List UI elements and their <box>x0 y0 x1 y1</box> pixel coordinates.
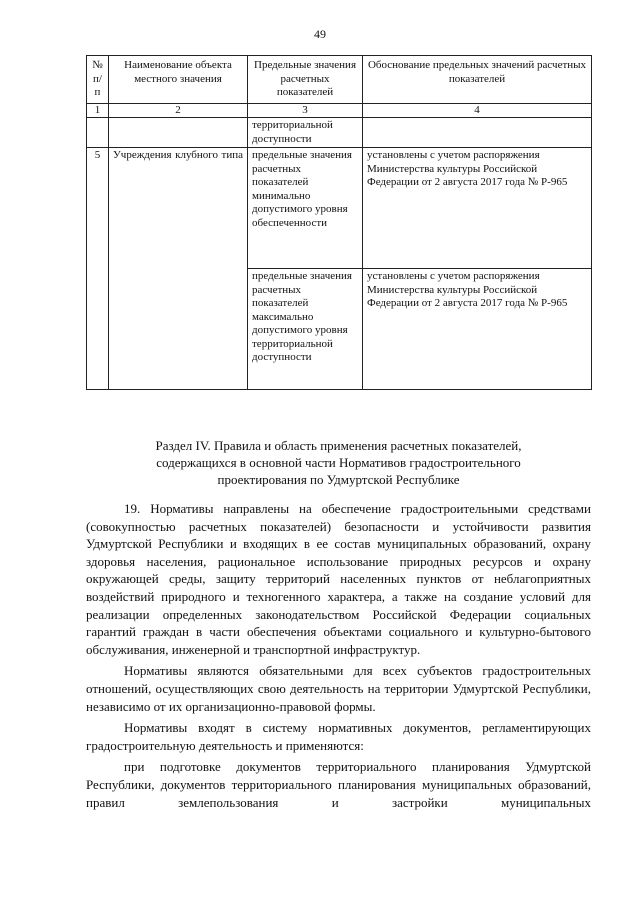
table-row-continuation <box>87 118 592 148</box>
paragraph: Нормативы входят в систему нормативных документов, регламентирующих градостроительную деятельность и применяются: <box>86 720 591 753</box>
section-heading <box>86 437 591 488</box>
column-number: 1 <box>87 103 109 118</box>
header-limit-values: Предельные значения расчетных показателей <box>248 56 363 104</box>
column-number: 3 <box>248 103 363 118</box>
table-header-row <box>87 56 592 104</box>
column-number-row <box>87 103 592 118</box>
object-name-cell: Учреждения клубного типа <box>109 148 248 390</box>
table-cell <box>109 118 248 148</box>
table-cell <box>363 118 592 148</box>
page-number: 49 <box>314 27 326 41</box>
norms-table <box>86 55 592 390</box>
section-heading-line: содержащихся в основной части Нормативов градостроительного <box>156 455 521 470</box>
justification-cell: установлены с учетом распоряжения Министерства культуры Российской Федерации от 2 августа 2017 года № Р-965 <box>363 269 592 390</box>
table-cell <box>87 118 109 148</box>
paragraph: Нормативы являются обязательными для всех субъектов градостроительных отношений, осуществляющих свою деятельность на территории Удмуртской Республики, независимо от их организационно-правовой формы. <box>86 663 591 714</box>
paragraph: 19. Нормативы направлены на обеспечение градостроительными средствами (совокупностью расчетных показателей) безопасности и устойчивости развития Удмуртской Республики и входящих в ее состав муниципальных образований, охрану здоровья населения, рациональное использование природных ресурсов и охрану окружающей среды, защиту территорий населенных пунктов от неблагоприятных воздействий природного и техногенного характера, а также на создание условий для реализации определенных законодательством Российской Федерации социальных гарантий граждан в части обеспечения объектами социального и культурно-бытового обслуживания, инженерной и транспортной инфраструктур. <box>86 501 591 657</box>
header-num: № п/п <box>87 56 109 104</box>
column-number: 4 <box>363 103 592 118</box>
paragraph: при подготовке документов территориального планирования Удмуртской Республики, документов территориального планирования муниципальных образований, правил землепользования и застройки муниципальных <box>86 759 591 810</box>
header-justification: Обоснование предельных значений расчетных показателей <box>363 56 592 104</box>
section-heading-line: Раздел IV. Правила и область применения расчетных показателей, <box>155 438 522 453</box>
body-text <box>86 500 591 815</box>
table-row <box>87 148 592 269</box>
header-object-name: Наименование объекта местного значения <box>109 56 248 104</box>
limit-value-cell: предельные значения расчетных показателей максимально допустимого уровня территориальной доступности <box>248 269 363 390</box>
limit-value-cell: предельные значения расчетных показателей минимально допустимого уровня обеспеченности <box>248 148 363 269</box>
section-heading-line: проектирования по Удмуртской Республике <box>217 472 460 487</box>
continuation-cell: территориальной доступности <box>248 118 363 148</box>
row-number: 5 <box>87 148 109 390</box>
justification-cell: установлены с учетом распоряжения Министерства культуры Российской Федерации от 2 августа 2017 года № Р-965 <box>363 148 592 269</box>
column-number: 2 <box>109 103 248 118</box>
